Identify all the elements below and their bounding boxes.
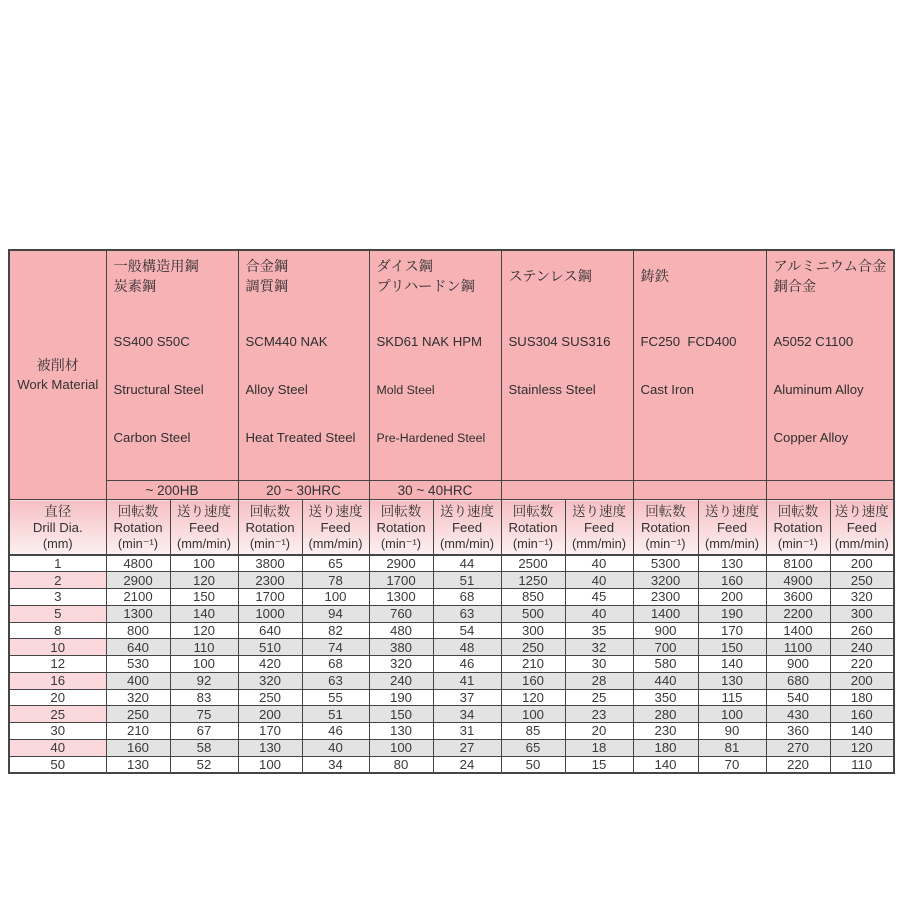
rotation-header: 回転数 Rotation (min⁻¹) bbox=[238, 500, 302, 556]
drill-dia-cell: 25 bbox=[9, 706, 106, 723]
drill-dia-cell: 16 bbox=[9, 672, 106, 689]
feed-value-cell: 160 bbox=[830, 706, 894, 723]
drill-dia-cell: 10 bbox=[9, 639, 106, 656]
feed-header: 送り速度 Feed (mm/min) bbox=[698, 500, 766, 556]
drill-dia-cell: 40 bbox=[9, 739, 106, 756]
rotation-value-cell: 850 bbox=[501, 589, 565, 606]
feed-value-cell: 58 bbox=[170, 739, 238, 756]
rotation-value-cell: 530 bbox=[106, 656, 170, 673]
table-row bbox=[9, 572, 894, 589]
feed-value-cell: 200 bbox=[698, 589, 766, 606]
table-row bbox=[9, 723, 894, 740]
feed-header: 送り速度 Feed (mm/min) bbox=[170, 500, 238, 556]
table-row bbox=[9, 639, 894, 656]
rotation-value-cell: 210 bbox=[106, 723, 170, 740]
feed-value-cell: 82 bbox=[302, 622, 369, 639]
rotation-value-cell: 280 bbox=[633, 706, 698, 723]
drill-dia-cell: 3 bbox=[9, 589, 106, 606]
material-header-row bbox=[9, 250, 894, 481]
rotation-value-cell: 430 bbox=[766, 706, 830, 723]
rotation-value-cell: 130 bbox=[369, 723, 433, 740]
drill-dia-cell: 20 bbox=[9, 689, 106, 706]
rotation-value-cell: 1700 bbox=[238, 589, 302, 606]
material-grades: SUS304 SUS316 Stainless Steel bbox=[508, 334, 611, 397]
feed-value-cell: 48 bbox=[433, 639, 501, 656]
feed-value-cell: 110 bbox=[170, 639, 238, 656]
feed-value-cell: 51 bbox=[302, 706, 369, 723]
hardness-range bbox=[501, 481, 633, 500]
rotation-value-cell: 1100 bbox=[766, 639, 830, 656]
feed-value-cell: 220 bbox=[830, 656, 894, 673]
feed-value-cell: 30 bbox=[565, 656, 633, 673]
rotation-value-cell: 100 bbox=[369, 739, 433, 756]
table-row bbox=[9, 706, 894, 723]
feed-value-cell: 27 bbox=[433, 739, 501, 756]
rotation-value-cell: 320 bbox=[106, 689, 170, 706]
feed-value-cell: 200 bbox=[830, 555, 894, 572]
material-header-stainless-steel bbox=[501, 250, 633, 481]
rotation-value-cell: 170 bbox=[238, 723, 302, 740]
rotation-value-cell: 3600 bbox=[766, 589, 830, 606]
rotation-value-cell: 2300 bbox=[238, 572, 302, 589]
rotation-value-cell: 400 bbox=[106, 672, 170, 689]
feed-value-cell: 75 bbox=[170, 706, 238, 723]
rotation-value-cell: 50 bbox=[501, 756, 565, 773]
rotation-value-cell: 680 bbox=[766, 672, 830, 689]
drilling-conditions-table bbox=[8, 249, 895, 774]
feed-value-cell: 240 bbox=[830, 639, 894, 656]
feed-value-cell: 54 bbox=[433, 622, 501, 639]
rotation-value-cell: 180 bbox=[633, 739, 698, 756]
hardness-range: 20 ~ 30HRC bbox=[238, 481, 369, 500]
feed-value-cell: 260 bbox=[830, 622, 894, 639]
feed-value-cell: 120 bbox=[170, 572, 238, 589]
rotation-value-cell: 85 bbox=[501, 723, 565, 740]
feed-value-cell: 180 bbox=[830, 689, 894, 706]
rotation-value-cell: 360 bbox=[766, 723, 830, 740]
feed-value-cell: 34 bbox=[433, 706, 501, 723]
rotation-value-cell: 320 bbox=[238, 672, 302, 689]
rotation-value-cell: 5300 bbox=[633, 555, 698, 572]
material-header-alloy-steel bbox=[238, 250, 369, 481]
feed-value-cell: 32 bbox=[565, 639, 633, 656]
rotation-value-cell: 1300 bbox=[369, 589, 433, 606]
material-name-ja: 鋳鉄 bbox=[640, 269, 669, 285]
rotation-value-cell: 1300 bbox=[106, 605, 170, 622]
rotation-value-cell: 510 bbox=[238, 639, 302, 656]
rotation-value-cell: 130 bbox=[106, 756, 170, 773]
rotation-value-cell: 350 bbox=[633, 689, 698, 706]
drill-dia-cell: 12 bbox=[9, 656, 106, 673]
feed-header: 送り速度 Feed (mm/min) bbox=[565, 500, 633, 556]
table-row bbox=[9, 605, 894, 622]
rotation-value-cell: 900 bbox=[766, 656, 830, 673]
rotation-value-cell: 1000 bbox=[238, 605, 302, 622]
rotation-value-cell: 190 bbox=[369, 689, 433, 706]
drill-dia-cell: 1 bbox=[9, 555, 106, 572]
feed-value-cell: 130 bbox=[698, 555, 766, 572]
rotation-value-cell: 270 bbox=[766, 739, 830, 756]
feed-value-cell: 70 bbox=[698, 756, 766, 773]
rotation-value-cell: 1700 bbox=[369, 572, 433, 589]
feed-value-cell: 18 bbox=[565, 739, 633, 756]
material-name-ja: ダイス鋼 プリハードン鋼 bbox=[376, 259, 475, 295]
material-header-aluminum-copper bbox=[766, 250, 894, 481]
rotation-header: 回転数 Rotation (min⁻¹) bbox=[106, 500, 170, 556]
feed-value-cell: 15 bbox=[565, 756, 633, 773]
material-grades: SCM440 NAK Alloy Steel Heat Treated Steel bbox=[245, 334, 356, 445]
feed-value-cell: 28 bbox=[565, 672, 633, 689]
feed-value-cell: 65 bbox=[302, 555, 369, 572]
hardness-range bbox=[766, 481, 894, 500]
material-header-carbon-steel bbox=[106, 250, 238, 481]
feed-value-cell: 40 bbox=[302, 739, 369, 756]
material-header-cast-iron bbox=[633, 250, 766, 481]
feed-value-cell: 300 bbox=[830, 605, 894, 622]
feed-value-cell: 68 bbox=[302, 656, 369, 673]
rotation-header: 回転数 Rotation (min⁻¹) bbox=[501, 500, 565, 556]
rotation-value-cell: 3800 bbox=[238, 555, 302, 572]
feed-value-cell: 20 bbox=[565, 723, 633, 740]
hardness-range: 30 ~ 40HRC bbox=[369, 481, 501, 500]
material-grades: SKD61 NAK HPM Mold Steel Pre-Hardened Steel bbox=[376, 334, 486, 445]
drill-dia-cell: 8 bbox=[9, 622, 106, 639]
feed-value-cell: 63 bbox=[302, 672, 369, 689]
feed-value-cell: 150 bbox=[698, 639, 766, 656]
rotation-header: 回転数 Rotation (min⁻¹) bbox=[633, 500, 698, 556]
feed-value-cell: 41 bbox=[433, 672, 501, 689]
rotation-value-cell: 160 bbox=[501, 672, 565, 689]
drill-dia-header: 直径 Drill Dia. (mm) bbox=[9, 500, 106, 556]
feed-value-cell: 140 bbox=[830, 723, 894, 740]
rotation-value-cell: 1400 bbox=[633, 605, 698, 622]
feed-value-cell: 92 bbox=[170, 672, 238, 689]
feed-value-cell: 55 bbox=[302, 689, 369, 706]
rotation-value-cell: 4800 bbox=[106, 555, 170, 572]
feed-value-cell: 68 bbox=[433, 589, 501, 606]
material-grades: SS400 S50C Structural Steel Carbon Steel bbox=[113, 334, 204, 445]
table-row bbox=[9, 555, 894, 572]
feed-value-cell: 115 bbox=[698, 689, 766, 706]
column-header-row bbox=[9, 500, 894, 556]
feed-value-cell: 37 bbox=[433, 689, 501, 706]
feed-value-cell: 120 bbox=[170, 622, 238, 639]
feed-value-cell: 320 bbox=[830, 589, 894, 606]
feed-value-cell: 100 bbox=[698, 706, 766, 723]
rotation-value-cell: 420 bbox=[238, 656, 302, 673]
feed-value-cell: 160 bbox=[698, 572, 766, 589]
feed-value-cell: 31 bbox=[433, 723, 501, 740]
rotation-value-cell: 2900 bbox=[106, 572, 170, 589]
feed-value-cell: 150 bbox=[170, 589, 238, 606]
feed-header: 送り速度 Feed (mm/min) bbox=[433, 500, 501, 556]
rotation-value-cell: 2900 bbox=[369, 555, 433, 572]
rotation-value-cell: 250 bbox=[106, 706, 170, 723]
material-grades: FC250 FCD400 Cast Iron bbox=[640, 334, 737, 397]
feed-value-cell: 40 bbox=[565, 572, 633, 589]
feed-value-cell: 34 bbox=[302, 756, 369, 773]
rotation-value-cell: 700 bbox=[633, 639, 698, 656]
feed-value-cell: 83 bbox=[170, 689, 238, 706]
rotation-value-cell: 320 bbox=[369, 656, 433, 673]
rotation-value-cell: 140 bbox=[633, 756, 698, 773]
feed-value-cell: 51 bbox=[433, 572, 501, 589]
material-header-mold-steel bbox=[369, 250, 501, 481]
rotation-value-cell: 100 bbox=[501, 706, 565, 723]
work-material-header bbox=[9, 250, 106, 500]
rotation-value-cell: 80 bbox=[369, 756, 433, 773]
rotation-value-cell: 65 bbox=[501, 739, 565, 756]
rotation-value-cell: 4900 bbox=[766, 572, 830, 589]
rotation-value-cell: 3200 bbox=[633, 572, 698, 589]
drill-dia-cell: 5 bbox=[9, 605, 106, 622]
feed-value-cell: 100 bbox=[170, 555, 238, 572]
feed-value-cell: 200 bbox=[830, 672, 894, 689]
table-row bbox=[9, 689, 894, 706]
feed-value-cell: 74 bbox=[302, 639, 369, 656]
rotation-value-cell: 120 bbox=[501, 689, 565, 706]
rotation-value-cell: 900 bbox=[633, 622, 698, 639]
rotation-value-cell: 800 bbox=[106, 622, 170, 639]
feed-value-cell: 100 bbox=[170, 656, 238, 673]
feed-value-cell: 78 bbox=[302, 572, 369, 589]
rotation-value-cell: 2100 bbox=[106, 589, 170, 606]
feed-header: 送り速度 Feed (mm/min) bbox=[830, 500, 894, 556]
feed-value-cell: 46 bbox=[433, 656, 501, 673]
material-name-ja: 一般構造用鋼 炭素鋼 bbox=[113, 259, 199, 295]
feed-value-cell: 190 bbox=[698, 605, 766, 622]
drill-dia-cell: 2 bbox=[9, 572, 106, 589]
rotation-value-cell: 580 bbox=[633, 656, 698, 673]
table-row bbox=[9, 739, 894, 756]
rotation-value-cell: 2200 bbox=[766, 605, 830, 622]
feed-value-cell: 40 bbox=[565, 555, 633, 572]
feed-value-cell: 23 bbox=[565, 706, 633, 723]
feed-value-cell: 140 bbox=[698, 656, 766, 673]
rotation-value-cell: 230 bbox=[633, 723, 698, 740]
table-row bbox=[9, 756, 894, 773]
feed-value-cell: 45 bbox=[565, 589, 633, 606]
rotation-value-cell: 500 bbox=[501, 605, 565, 622]
feed-value-cell: 250 bbox=[830, 572, 894, 589]
rotation-value-cell: 380 bbox=[369, 639, 433, 656]
rotation-value-cell: 150 bbox=[369, 706, 433, 723]
rotation-value-cell: 8100 bbox=[766, 555, 830, 572]
work-material-label-ja: 被削材 bbox=[36, 357, 79, 373]
rotation-value-cell: 240 bbox=[369, 672, 433, 689]
feed-value-cell: 44 bbox=[433, 555, 501, 572]
rotation-header: 回転数 Rotation (min⁻¹) bbox=[369, 500, 433, 556]
feed-value-cell: 24 bbox=[433, 756, 501, 773]
feed-header: 送り速度 Feed (mm/min) bbox=[302, 500, 369, 556]
feed-value-cell: 100 bbox=[302, 589, 369, 606]
rotation-value-cell: 640 bbox=[238, 622, 302, 639]
feed-value-cell: 46 bbox=[302, 723, 369, 740]
rotation-value-cell: 760 bbox=[369, 605, 433, 622]
rotation-value-cell: 440 bbox=[633, 672, 698, 689]
feed-value-cell: 67 bbox=[170, 723, 238, 740]
feed-value-cell: 81 bbox=[698, 739, 766, 756]
material-name-ja: 合金鋼 調質鋼 bbox=[245, 259, 289, 295]
hardness-range bbox=[633, 481, 766, 500]
rotation-value-cell: 220 bbox=[766, 756, 830, 773]
drill-dia-cell: 50 bbox=[9, 756, 106, 773]
material-grades: A5052 C1100 Aluminum Alloy Copper Alloy bbox=[773, 334, 864, 445]
rotation-value-cell: 300 bbox=[501, 622, 565, 639]
feed-value-cell: 40 bbox=[565, 605, 633, 622]
feed-value-cell: 94 bbox=[302, 605, 369, 622]
work-material-label-en: Work Material bbox=[17, 377, 99, 392]
rotation-value-cell: 540 bbox=[766, 689, 830, 706]
table-row bbox=[9, 656, 894, 673]
hardness-row bbox=[9, 481, 894, 500]
hardness-range: ~ 200HB bbox=[106, 481, 238, 500]
table-row bbox=[9, 589, 894, 606]
rotation-value-cell: 100 bbox=[238, 756, 302, 773]
feed-value-cell: 140 bbox=[170, 605, 238, 622]
table-row bbox=[9, 672, 894, 689]
rotation-value-cell: 2300 bbox=[633, 589, 698, 606]
feed-value-cell: 130 bbox=[698, 672, 766, 689]
material-name-ja: アルミニウム合金 銅合金 bbox=[773, 259, 887, 295]
feed-value-cell: 35 bbox=[565, 622, 633, 639]
rotation-header: 回転数 Rotation (min⁻¹) bbox=[766, 500, 830, 556]
rotation-value-cell: 250 bbox=[501, 639, 565, 656]
rotation-value-cell: 130 bbox=[238, 739, 302, 756]
feed-value-cell: 63 bbox=[433, 605, 501, 622]
rotation-value-cell: 1250 bbox=[501, 572, 565, 589]
rotation-value-cell: 210 bbox=[501, 656, 565, 673]
material-name-ja: ステンレス鋼 bbox=[508, 269, 592, 285]
rotation-value-cell: 1400 bbox=[766, 622, 830, 639]
rotation-value-cell: 200 bbox=[238, 706, 302, 723]
feed-value-cell: 90 bbox=[698, 723, 766, 740]
rotation-value-cell: 2500 bbox=[501, 555, 565, 572]
table-body bbox=[9, 555, 894, 773]
table-row bbox=[9, 622, 894, 639]
feed-value-cell: 52 bbox=[170, 756, 238, 773]
feed-value-cell: 25 bbox=[565, 689, 633, 706]
rotation-value-cell: 640 bbox=[106, 639, 170, 656]
feed-value-cell: 170 bbox=[698, 622, 766, 639]
feed-value-cell: 110 bbox=[830, 756, 894, 773]
rotation-value-cell: 250 bbox=[238, 689, 302, 706]
rotation-value-cell: 160 bbox=[106, 739, 170, 756]
drill-dia-cell: 30 bbox=[9, 723, 106, 740]
rotation-value-cell: 480 bbox=[369, 622, 433, 639]
feed-value-cell: 120 bbox=[830, 739, 894, 756]
